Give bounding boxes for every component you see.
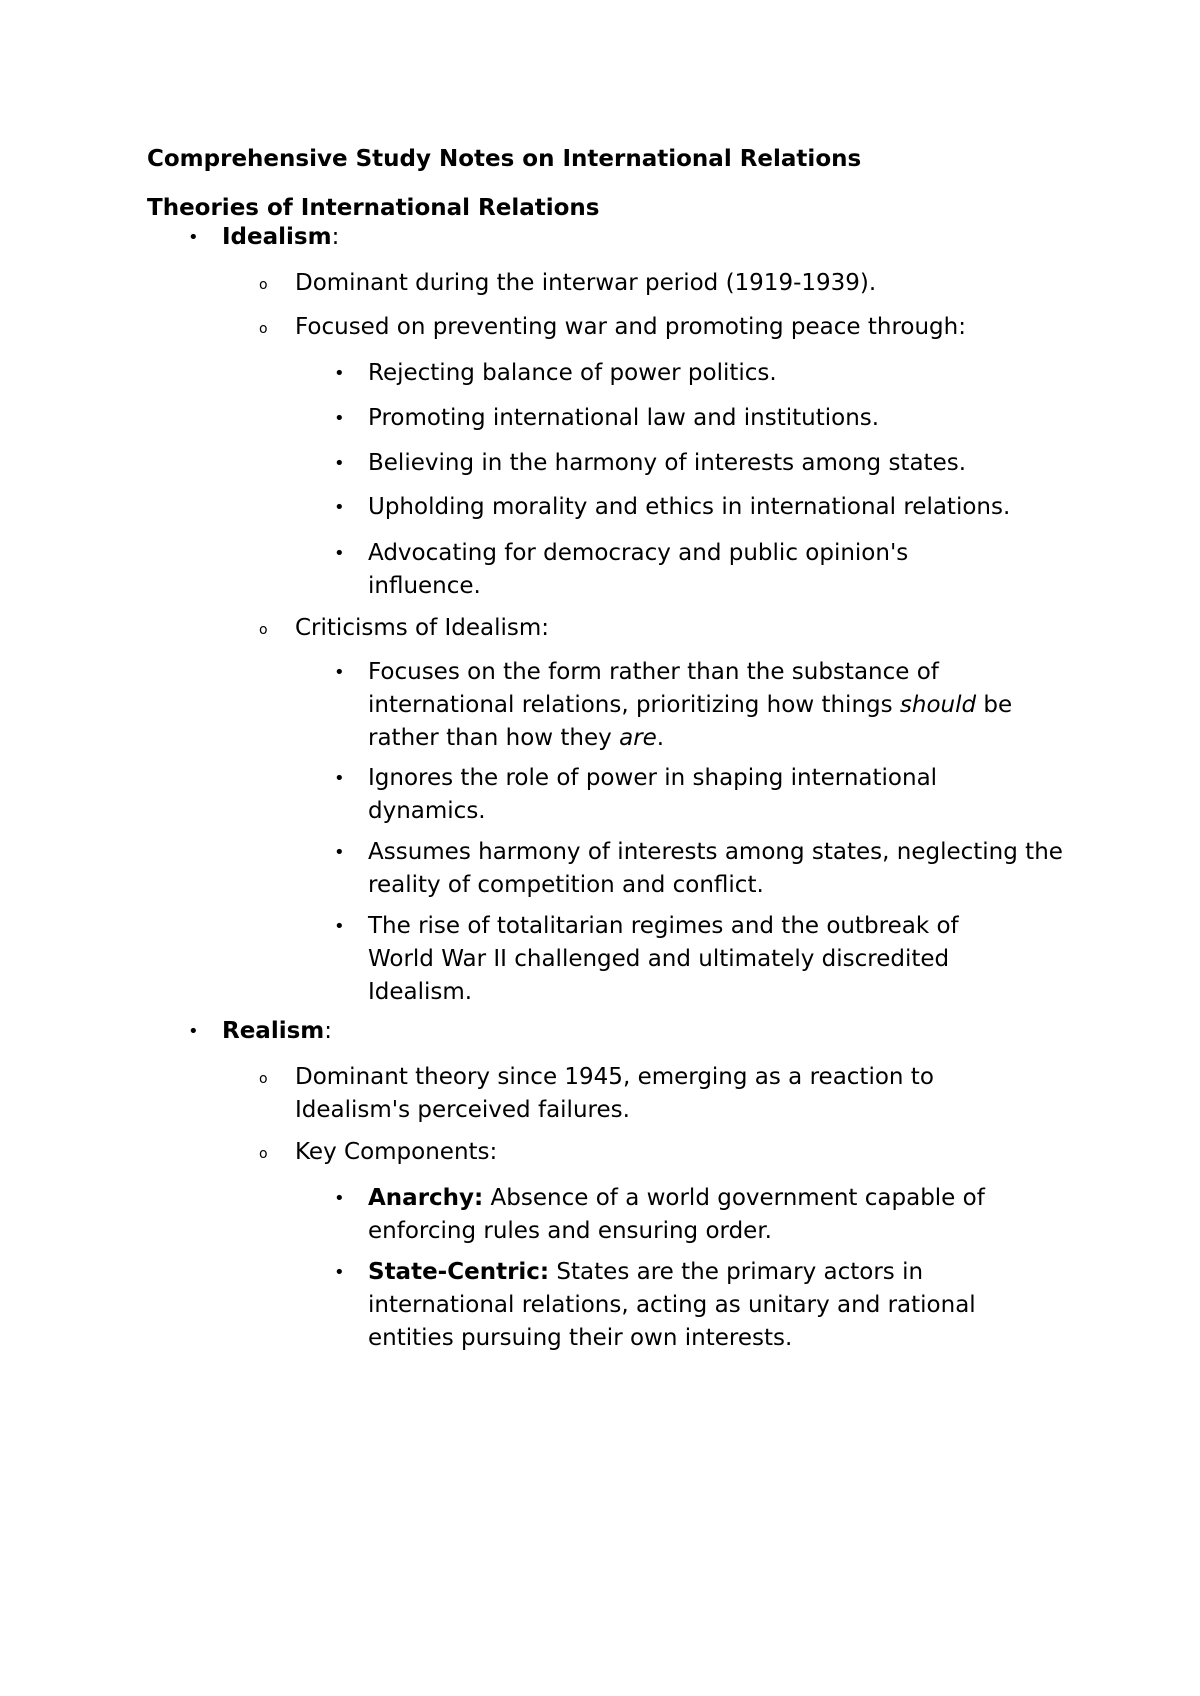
list-item-text: Advocating for democracy and public opinion's influence. bbox=[368, 540, 909, 599]
term-state-centric: State-Centric: bbox=[368, 1259, 550, 1285]
list-item bbox=[334, 836, 1068, 902]
bullet-marker: • bbox=[334, 916, 345, 937]
bullet-marker: • bbox=[334, 497, 345, 518]
list-item bbox=[259, 612, 1105, 645]
bullet-marker: • bbox=[334, 543, 345, 564]
list-item bbox=[334, 537, 968, 603]
list-item bbox=[334, 402, 1068, 435]
list-item-text: The rise of totalitarian regimes and the outbreak of World War II challenged and ultimately discredited Idealism. bbox=[368, 913, 959, 1005]
emphasis-should: should bbox=[899, 692, 977, 718]
list-item-text: Promoting international law and institutions. bbox=[368, 405, 880, 431]
circle-marker: o bbox=[259, 622, 268, 638]
list-item bbox=[334, 357, 1068, 390]
list-item bbox=[259, 311, 1105, 344]
list-item bbox=[259, 267, 1105, 300]
theory-colon: : bbox=[331, 224, 340, 250]
bullet-marker: • bbox=[188, 1021, 199, 1042]
bullet-marker: • bbox=[334, 662, 345, 683]
list-item-text: Anarchy: Absence of a world government capable of enforcing rules and ensuring order. bbox=[368, 1185, 985, 1244]
list-item-text: Upholding morality and ethics in international relations. bbox=[368, 494, 1011, 520]
list-item bbox=[334, 1256, 1038, 1355]
list-item-text: Ignores the role of power in shaping international dynamics. bbox=[368, 765, 938, 824]
list-item bbox=[334, 762, 968, 828]
list-item bbox=[259, 1061, 995, 1127]
list-item bbox=[334, 491, 1068, 524]
list-item-text: Dominant theory since 1945, emerging as a reaction to Idealism's perceived failures. bbox=[295, 1064, 934, 1123]
theory-name: Idealism bbox=[222, 224, 332, 250]
list-item bbox=[334, 1182, 1048, 1248]
bullet-marker: • bbox=[334, 1188, 345, 1209]
bullet-marker: • bbox=[334, 408, 345, 429]
circle-marker: o bbox=[259, 277, 268, 293]
circle-marker: o bbox=[259, 321, 268, 337]
list-item-text: Focused on preventing war and promoting peace through: bbox=[295, 314, 966, 340]
list-item-text: Believing in the harmony of interests among states. bbox=[368, 450, 967, 476]
list-item-realism bbox=[188, 1015, 1102, 1048]
document-title: Comprehensive Study Notes on International Relations bbox=[147, 146, 862, 172]
bullet-marker: • bbox=[334, 363, 345, 384]
list-item-text: Assumes harmony of interests among states, neglecting the reality of competition and conflict. bbox=[368, 839, 1063, 898]
list-item bbox=[334, 447, 1068, 480]
bullet-marker: • bbox=[334, 768, 345, 789]
term-anarchy: Anarchy: bbox=[368, 1185, 484, 1211]
list-item-text: Focuses on the form rather than the substance of international relations, prioritizing how things should be rather than how they are. bbox=[368, 659, 1013, 751]
theory-name: Realism bbox=[222, 1018, 325, 1044]
section-heading: Theories of International Relations bbox=[147, 195, 600, 221]
list-item-text: Criticisms of Idealism: bbox=[295, 615, 550, 641]
list-item-text: Dominant during the interwar period (1919-1939). bbox=[295, 270, 877, 296]
bullet-marker: • bbox=[334, 1262, 345, 1283]
list-item-text: State-Centric: States are the primary actors in international relations, acting as unitary and rational entities pursuing their own interests. bbox=[368, 1259, 976, 1351]
bullet-marker: • bbox=[188, 227, 199, 248]
list-item-text: Key Components: bbox=[295, 1139, 498, 1165]
list-item bbox=[334, 656, 1068, 755]
list-item-text: Rejecting balance of power politics. bbox=[368, 360, 777, 386]
emphasis-are: are bbox=[619, 725, 657, 751]
bullet-marker: • bbox=[334, 453, 345, 474]
list-item bbox=[334, 910, 1008, 1009]
list-item-idealism bbox=[188, 221, 1102, 254]
bullet-marker: • bbox=[334, 842, 345, 863]
theory-colon: : bbox=[324, 1018, 333, 1044]
list-item bbox=[259, 1136, 1105, 1169]
circle-marker: o bbox=[259, 1071, 268, 1087]
circle-marker: o bbox=[259, 1146, 268, 1162]
